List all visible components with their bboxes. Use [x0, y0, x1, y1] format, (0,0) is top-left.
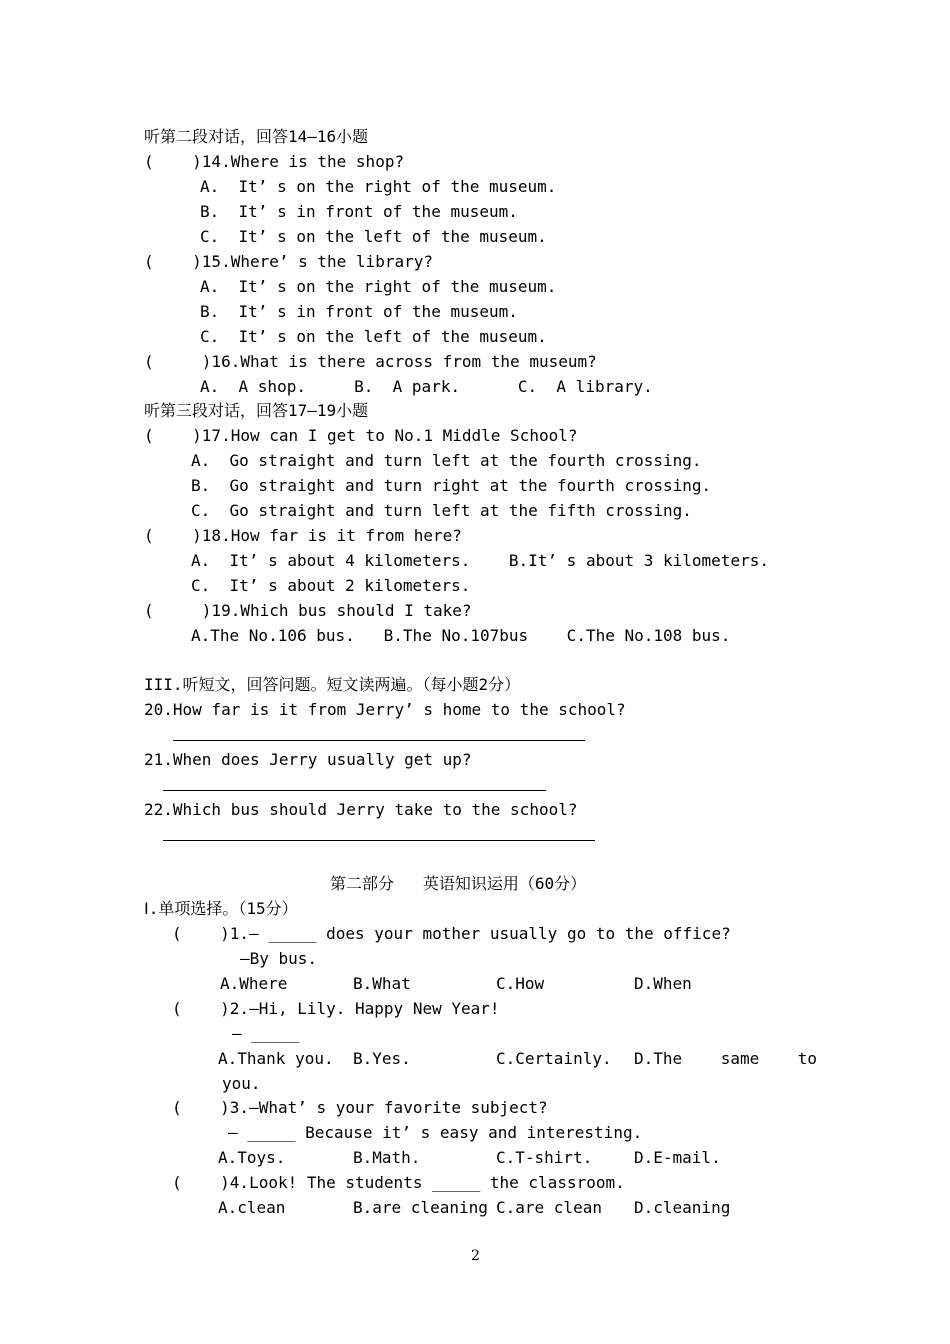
mc-question-2-stem: ( )2.—Hi, Lily. Happy New Year!	[172, 999, 500, 1018]
question-21: 21.When does Jerry usually get up?	[144, 750, 472, 769]
mc-question-1-stem: ( )1.— _____ does your mother usually go to the office?	[172, 924, 731, 943]
mc-question-3-option-c: C.T-shirt.	[496, 1148, 593, 1167]
question-16-options: A. A shop. B. A park. C. A library.	[200, 377, 653, 396]
mc-question-3-option-b: B.Math.	[353, 1148, 421, 1167]
question-19-stem: ( )19.Which bus should I take?	[144, 601, 472, 620]
question-20: 20.How far is it from Jerry’ s home to the school?	[144, 700, 626, 719]
section-heading-dialogue-2: 听第二段对话，回答14—16小题	[144, 127, 369, 146]
question-14-option-a: A. It’ s on the right of the museum.	[200, 177, 557, 196]
question-18-options-ab: A. It’ s about 4 kilometers. B.It’ s about 3 kilometers.	[191, 551, 769, 570]
question-17-option-b: B. Go straight and turn right at the fourth crossing.	[191, 476, 712, 495]
question-17-stem: ( )17.How can I get to No.1 Middle School?	[144, 426, 578, 445]
question-18-stem: ( )18.How far is it from here?	[144, 526, 462, 545]
mc-question-2-option-c: C.Certainly.	[496, 1049, 612, 1068]
question-17-option-c: C. Go straight and turn left at the fifth crossing.	[191, 501, 692, 520]
section-heading-iii: III.听短文，回答问题。短文读两遍。（每小题2分）	[144, 675, 521, 694]
question-15-option-a: A. It’ s on the right of the museum.	[200, 277, 557, 296]
question-17-option-a: A. Go straight and turn left at the fourth crossing.	[191, 451, 702, 470]
mc-question-1-option-a: A.Where	[220, 974, 288, 993]
question-19-options: A.The No.106 bus. B.The No.107bus C.The No.108 bus.	[191, 626, 731, 645]
mc-question-2-option-d: D.The same to	[634, 1049, 818, 1068]
mc-question-1-reply: —By bus.	[240, 949, 318, 968]
mc-question-2-reply: — _____	[232, 1024, 300, 1043]
mc-question-2-option-b: B.Yes.	[353, 1049, 411, 1068]
section-heading-dialogue-3: 听第三段对话，回答17—19小题	[144, 401, 369, 420]
question-15-option-c: C. It’ s on the left of the museum.	[200, 327, 547, 346]
question-22: 22.Which bus should Jerry take to the school?	[144, 800, 578, 819]
question-14-option-b: B. It’ s in front of the museum.	[200, 202, 518, 221]
mc-question-4-option-d: D.cleaning	[634, 1198, 731, 1217]
answer-line-22[interactable]	[163, 840, 595, 841]
mc-question-4-option-b: B.are cleaning	[353, 1198, 488, 1217]
mc-question-2-option-d-continued: you.	[222, 1074, 261, 1093]
question-15-option-b: B. It’ s in front of the museum.	[200, 302, 518, 321]
question-14-stem: ( )14.Where is the shop?	[144, 152, 405, 171]
answer-line-21[interactable]	[163, 790, 546, 791]
mc-question-3-stem: ( )3.—What’ s your favorite subject?	[172, 1098, 548, 1117]
question-14-option-c: C. It’ s on the left of the museum.	[200, 227, 547, 246]
mc-question-1-option-c: C.How	[496, 974, 545, 993]
mc-question-4-option-a: A.clean	[218, 1198, 286, 1217]
part-two-title: 第二部分 英语知识运用（60分）	[330, 874, 587, 893]
question-18-option-c: C. It’ s about 2 kilometers.	[191, 576, 471, 595]
mc-question-4-option-c: C.are clean	[496, 1198, 602, 1217]
mc-question-2-option-a: A.Thank you.	[218, 1049, 334, 1068]
mc-question-1-option-b: B.What	[353, 974, 411, 993]
section-heading-i: Ⅰ.单项选择。（15分）	[144, 899, 298, 918]
mc-question-4-stem: ( )4.Look! The students _____ the classroom.	[172, 1173, 625, 1192]
answer-line-20[interactable]	[173, 740, 585, 741]
question-15-stem: ( )15.Where’ s the library?	[144, 252, 433, 271]
mc-question-1-option-d: D.When	[634, 974, 692, 993]
question-16-stem: ( )16.What is there across from the museum?	[144, 352, 597, 371]
mc-question-3-reply: — _____ Because it’ s easy and interesting.	[228, 1123, 643, 1142]
mc-question-3-option-a: A.Toys.	[218, 1148, 286, 1167]
page-number: 2	[471, 1248, 480, 1264]
mc-question-3-option-d: D.E-mail.	[634, 1148, 721, 1167]
